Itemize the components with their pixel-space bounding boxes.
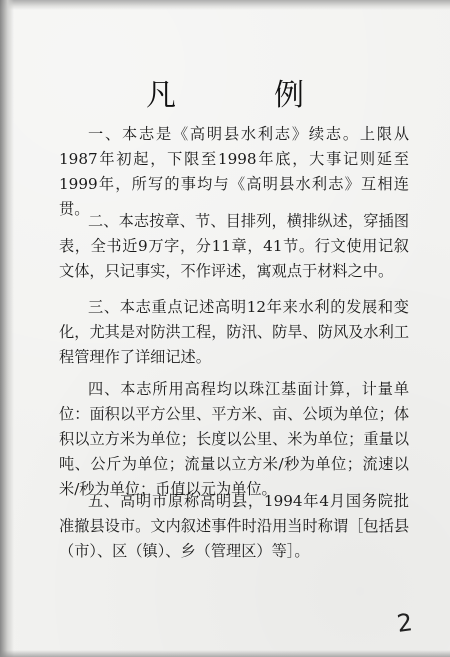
- page-number: 2: [395, 608, 415, 638]
- rule-paragraph-3: 三、本志重点记述高明12年来水利的发展和变化，尤其是对防洪工程，防汛、防旱、防风及水利工程管理作了详细记述。: [59, 298, 409, 366]
- page-shadow-top: [0, 0, 450, 10]
- page-shadow-bottom: [0, 650, 450, 657]
- page-title: 凡 例: [146, 78, 338, 113]
- rule-paragraph-4: 四、本志所用高程均以珠江基面计算，计量单位：面积以平方公里、平方米、亩、公顷为单位；体积以立方米为单位；长度以公里、米为单位；重量以吨、公斤为单位；流量以立方米/秒为单位；流速以米/秒为单位；币值以元为单位。: [59, 380, 409, 498]
- rule-paragraph-2: 二、本志按章、节、目排列，横排纵述，穿插图表，全书近9万字，分11章，41节。行文使用记叙文体，只记事实，不作评述，寓观点于材料之中。: [59, 212, 409, 280]
- rule-paragraph-1: 一、本志是《高明县水利志》续志。上限从1987年初起，下限至1998年底，大事记则延至1999年，所写的事均与《高明县水利志》互相连贯。: [59, 125, 409, 218]
- rule-paragraph-5: 五、高明市原称高明县，1994年4月国务院批准撤县设市。文内叙述事件时沿用当时称谓［包括县（市）、区（镇）、乡（管理区）等］。: [59, 492, 409, 560]
